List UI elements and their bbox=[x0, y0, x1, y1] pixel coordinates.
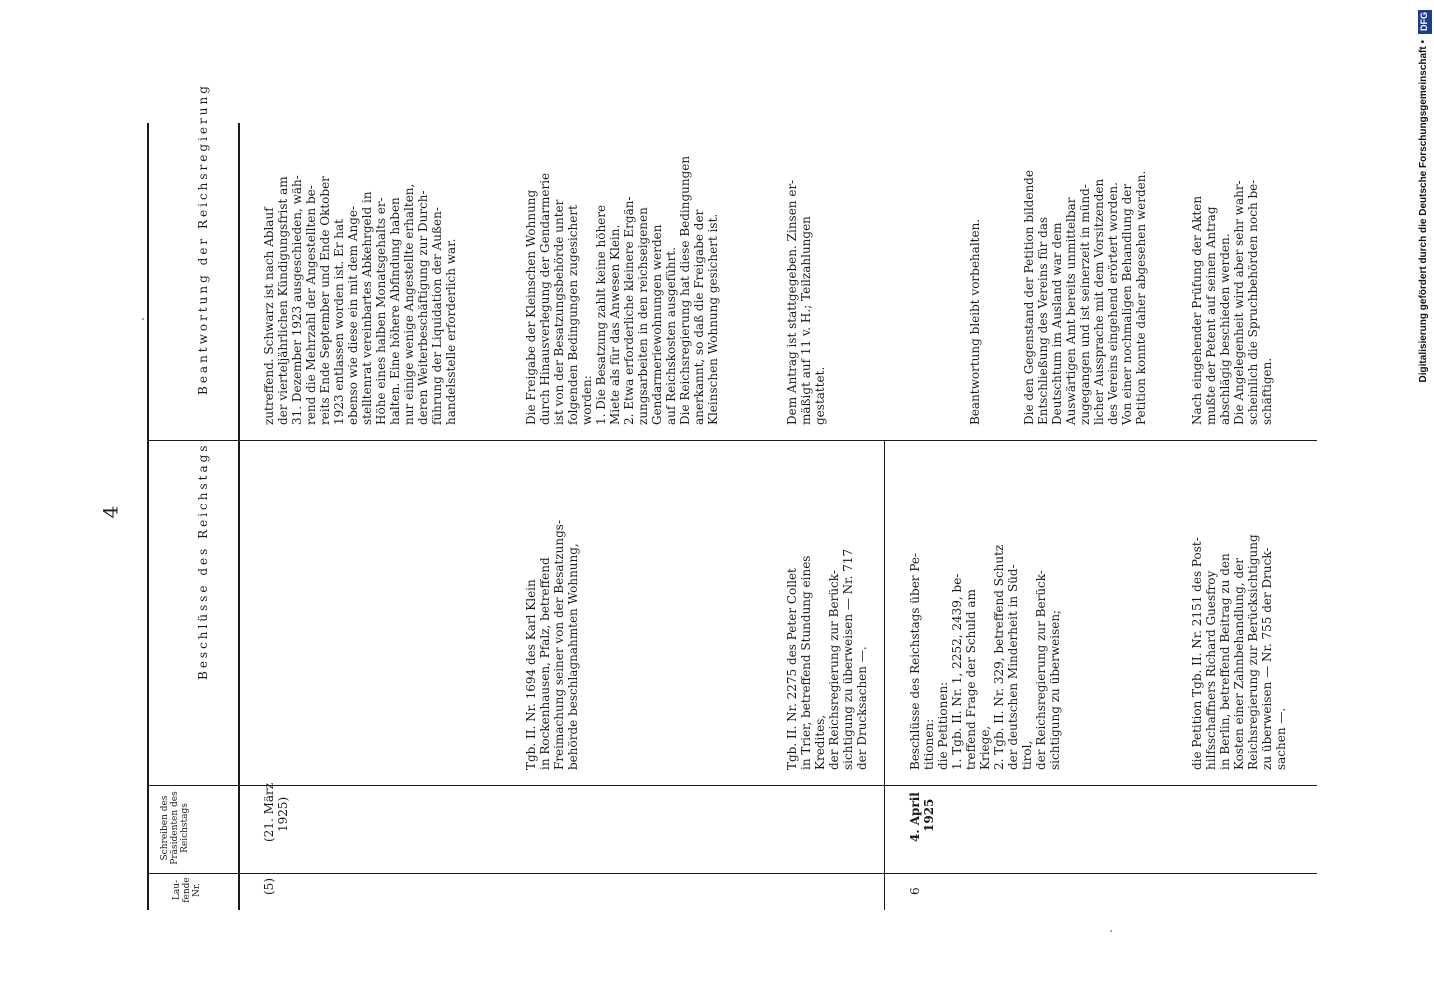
text-line: Reichsregierung zur Berücksichtigung bbox=[1246, 534, 1260, 770]
text-line: Die Reichsregierung hat diese Bedingungen bbox=[678, 155, 692, 425]
column-rule-lfdnr bbox=[147, 873, 1317, 874]
text-line: sichtigung zu überweisen — Nr. 717 bbox=[841, 548, 855, 770]
text-line: tirol, bbox=[1020, 740, 1034, 770]
text-line: ebenso wie diese ein mit dem Ange- bbox=[346, 205, 360, 425]
text-line: stelltenrat vereinbartes Abkehrgeld in bbox=[360, 191, 374, 425]
text-line: der Reichsregierung zur Berück- bbox=[1034, 570, 1048, 770]
text-line: Miete als für das Anwesen Klein. bbox=[608, 224, 622, 425]
text-line: Kriege, bbox=[978, 725, 992, 770]
text-line: 31. Dezember 1923 ausgeschieden, wäh- bbox=[290, 175, 304, 425]
text-line: Nach eingehender Prüfung der Akten bbox=[1190, 195, 1204, 425]
header-schreiben: Schreiben des Präsidenten des Reichstags bbox=[160, 791, 190, 865]
text-line: abschlägig beschieden werden. bbox=[1218, 233, 1232, 425]
text-line: Tgb. II. Nr. 2275 des Peter Collet bbox=[785, 568, 799, 770]
text-line: 2. Etwa erforderliche kleinere Ergän- bbox=[622, 196, 636, 425]
text-line: zutreffend. Schwarz ist nach Ablauf bbox=[262, 207, 276, 425]
row-number: 6 bbox=[908, 887, 922, 895]
text-line: folgenden Bedingungen zugesichert bbox=[566, 205, 580, 425]
text-line: mäßigt auf 11 v. H.; Teilzahlungen bbox=[799, 216, 813, 425]
text-line: mußte der Petent auf seinen Antrag bbox=[1204, 206, 1218, 425]
column-rule-beschluesse bbox=[147, 440, 1317, 441]
answer-block bbox=[524, 156, 720, 425]
text-line: worden: bbox=[580, 375, 594, 425]
text-line: Von einer nochmaligen Behandlung der bbox=[1120, 183, 1134, 425]
text-line: des Vereins eingehend erörtert worden. bbox=[1106, 182, 1120, 425]
text-line: deren Weiterbeschäftigung zur Durch- bbox=[416, 190, 430, 425]
text-line: halten. Eine höhere Abfindung haben bbox=[388, 197, 402, 425]
text-line: auf Reichskosten ausgeführt. bbox=[664, 247, 678, 425]
row-date: (21. März 1925) bbox=[262, 782, 290, 842]
dfg-logo: DFG bbox=[1418, 10, 1432, 34]
digitization-watermark bbox=[1412, 40, 1432, 420]
text-line: Entschließung des Vereins für das bbox=[1036, 216, 1050, 425]
text-line: sachen —. bbox=[1274, 707, 1288, 770]
row-date: 4. April 1925 bbox=[908, 792, 936, 842]
text-line: gestattet. bbox=[813, 366, 827, 425]
text-line: Höhe eines halben Monatsgehalts er- bbox=[374, 197, 388, 425]
answer-block bbox=[968, 219, 982, 425]
text-line: Kleinschen Wohnung gesichert ist. bbox=[706, 213, 720, 425]
text-line: schäftigen. bbox=[1260, 357, 1274, 425]
header-beschluesse: Beschlüsse des Reichstags bbox=[196, 442, 210, 680]
text-line: führung der Liquidation der Außen- bbox=[430, 207, 444, 425]
text-line: licher Aussprache mit dem Vorsitzenden bbox=[1092, 178, 1106, 425]
text-line: in Trier, betreffend Stundung eines bbox=[799, 555, 813, 770]
row-number: (5) bbox=[262, 878, 276, 895]
text-line: titionen: bbox=[922, 718, 936, 770]
text-line: treffend Frage der Schuld am bbox=[964, 589, 978, 770]
text-line: Kredites, bbox=[813, 714, 827, 770]
text-line: Die Freigabe der Kleinschen Wohnung bbox=[524, 189, 538, 425]
text-line: Dem Antrag ist stattgegeben. Zinsen er- bbox=[785, 179, 799, 425]
resolution-block bbox=[908, 545, 1062, 770]
header-beantwortung: Beantwortung der Reichsregierung bbox=[196, 83, 210, 395]
text-line: hilfsschaffners Richard Guesfroy bbox=[1204, 570, 1218, 770]
answer-block bbox=[785, 180, 827, 425]
row-divider-6 bbox=[884, 440, 885, 910]
text-line: nur einige wenige Angestellte erhalten, bbox=[402, 183, 416, 425]
scan-speck bbox=[142, 318, 144, 320]
text-line: der Reichsregierung zur Berück- bbox=[827, 570, 841, 770]
text-line: rend die Mehrzahl der Angestellten be- bbox=[304, 185, 318, 425]
page-number: 4 bbox=[98, 505, 123, 519]
text-line: Kosten einer Zahnbehandlung, der bbox=[1232, 558, 1246, 770]
text-line: 1. Tgb. II. Nr. 1, 2252, 2439, be- bbox=[950, 573, 964, 770]
resolution-block bbox=[1190, 534, 1288, 770]
column-rule-schreiben bbox=[147, 785, 1317, 786]
text-line: Petition konnte daher abgesehen werden. bbox=[1134, 170, 1148, 425]
answer-block bbox=[1190, 180, 1274, 425]
text-line: der vierteljährlichen Kündigungsfrist am bbox=[276, 176, 290, 425]
header-divider bbox=[238, 123, 240, 910]
text-line: Gendarmeriewohnungen werden bbox=[650, 224, 664, 425]
header-lfd-nr: Lau-fende Nr. bbox=[172, 877, 202, 903]
text-line: in Berlin, betreffend Beitrag zu den bbox=[1218, 553, 1232, 770]
watermark-text: Digitalisierung gefördert durch die Deutsche Forschungsgemeinschaft • bbox=[1418, 40, 1429, 383]
text-line: 1. Die Besatzung zahlt keine höhere bbox=[594, 204, 608, 425]
text-line: reits Ende September und Ende Oktober bbox=[318, 176, 332, 425]
text-line: sichtigung zu überweisen; bbox=[1048, 609, 1062, 770]
scan-speck bbox=[1110, 930, 1112, 932]
text-line: Beantwortung bleibt vorbehalten. bbox=[968, 218, 982, 425]
text-line: die Petition Tgb. II. Nr. 2151 des Post- bbox=[1190, 537, 1204, 770]
text-line: Deutschtum im Ausland war dem bbox=[1050, 222, 1064, 425]
table-left-border bbox=[147, 123, 149, 910]
text-line: die Petitionen: bbox=[936, 681, 950, 770]
text-line: in Rockenhausen, Pfalz, betreffend bbox=[538, 557, 552, 770]
text-line: 1923 entlassen worden ist. Er hat bbox=[332, 219, 346, 425]
text-line: Freimachung seiner von der Besatzungs- bbox=[552, 519, 566, 770]
text-line: der deutschen Minderheit in Süd- bbox=[1006, 564, 1020, 770]
resolution-block bbox=[524, 520, 580, 770]
text-line: durch Hinausverlegung der Gendarmerie bbox=[538, 172, 552, 425]
text-line: der Drucksachen —. bbox=[855, 646, 869, 770]
resolution-block bbox=[785, 549, 869, 770]
text-line: 2. Tgb. II. Nr. 329, betreffend Schutz bbox=[992, 544, 1006, 770]
text-line: zungsarbeiten in den reichseigenen bbox=[636, 207, 650, 425]
answer-block bbox=[1022, 170, 1148, 425]
text-line: handelsstelle erforderlich war. bbox=[444, 238, 458, 425]
text-line: anerkannt, so daß die Freigabe der bbox=[692, 209, 706, 425]
answer-block bbox=[262, 175, 458, 425]
text-line: zugegangen und ist seinerzeit in münd- bbox=[1078, 184, 1092, 425]
text-line: scheinlich die Spruchbehörden noch be- bbox=[1246, 179, 1260, 425]
text-line: ist von der Besatzungsbehörde unter bbox=[552, 199, 566, 425]
text-line: Die den Gegenstand der Petition bildende bbox=[1022, 170, 1036, 425]
text-line: Auswärtigen Amt bereits unmittelbar bbox=[1064, 197, 1078, 425]
text-line: behörde beschlagnahmten Wohnung, bbox=[566, 543, 580, 770]
text-line: Die Angelegenheit wird aber sehr wahr- bbox=[1232, 180, 1246, 425]
text-line: Tgb. II. Nr. 1694 des Karl Klein bbox=[524, 579, 538, 770]
text-line: Beschlüsse des Reichstags über Pe- bbox=[908, 552, 922, 770]
text-line: zu überweisen — Nr. 755 der Druck- bbox=[1260, 547, 1274, 770]
